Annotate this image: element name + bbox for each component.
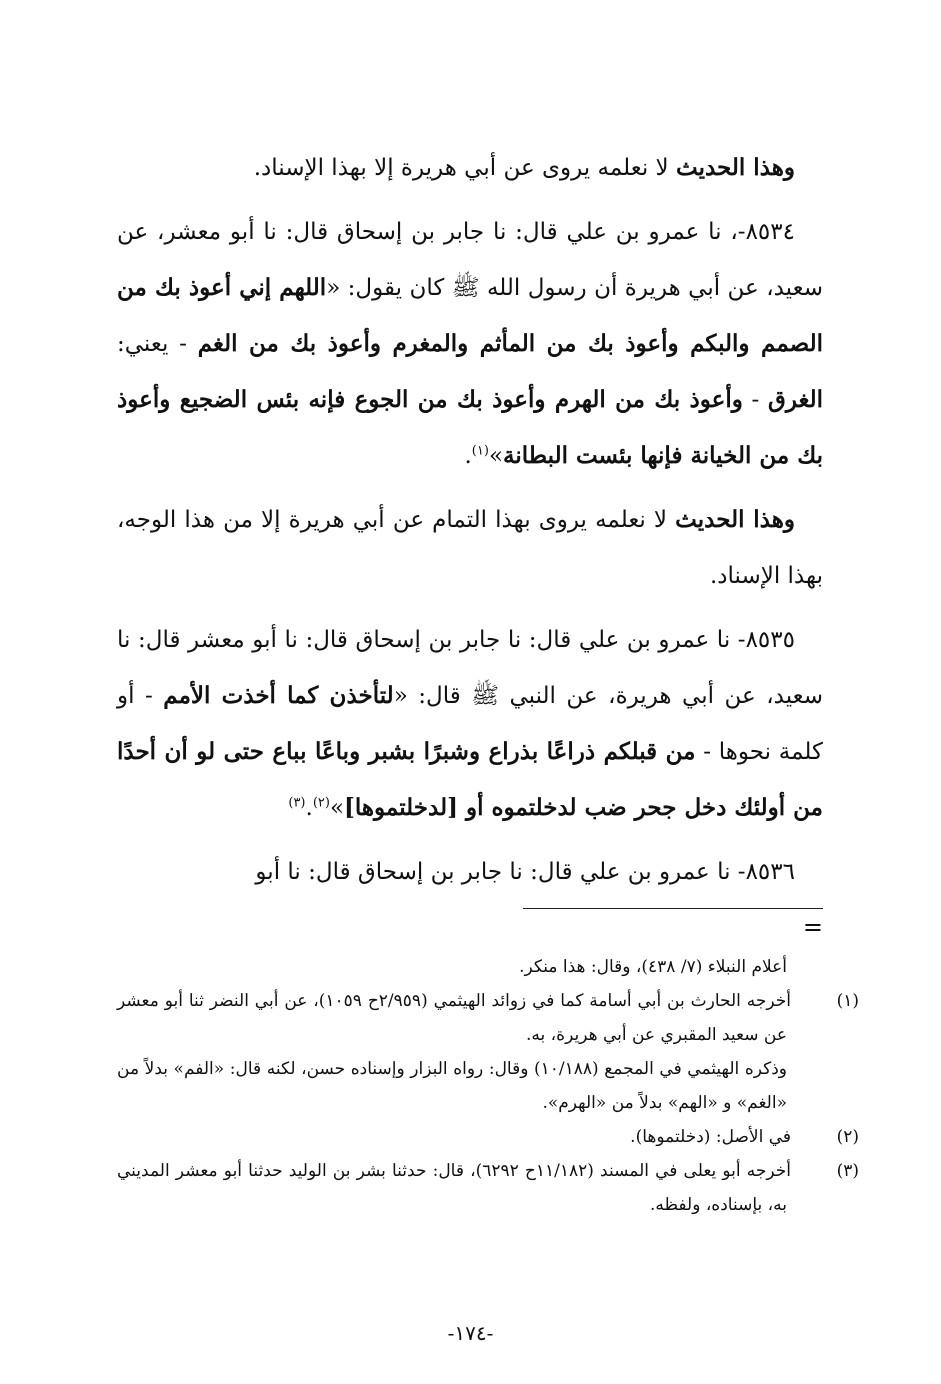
footnote-text: أخرجه الحارث بن أبي أسامة كما في زوائد الهيثمي (٢/٩٥٩ح ١٠٥٩)، عن أبي النضر ثنا أبو معشر عن سعيد المقبري عن أبي هريرة، به. (117, 991, 791, 1045)
page-number: -١٧٤- (447, 1321, 494, 1345)
hadith-matn: وأعوذ بك من الهرم وأعوذ بك من الجوع فإنه بئس الضجيع وأعوذ بك من الخيانة فإنها بئست البطانة (117, 386, 823, 469)
continuation-mark: = (802, 913, 823, 941)
footnote-ref: (٢) (312, 795, 330, 811)
hadith-matn: من قبلكم ذراعًا بذراع وشبرًا بشبر وباعًا بباع حتى لو أن أحدًا من أولئك دخل جحر ضب لدخلتموه أو [لدخلتموها] (117, 738, 823, 821)
footnote-text: في الأصل: (دخلتموها). (630, 1127, 791, 1147)
hadith-aside: - (742, 387, 768, 413)
footnote-text: أخرجه أبو يعلى في المسند (١١/١٨٢ح ٦٢٩٢)، قال: حدثنا بشر بن الوليد حدثنا أبو معشر المديني به، بإسناده، ولفظه. (117, 1161, 791, 1215)
hadith-isnad: ٨٥٣٥- نا عمرو بن علي قال: نا جابر بن إسحاق قال: نا أبو معشر قال: نا سعيد، عن أبي هريرة، عن النبي ﷺ قال: « (117, 627, 823, 709)
footnotes (117, 950, 859, 1222)
footnote-3 (117, 1154, 859, 1222)
footnote-number: (٣) (836, 1161, 859, 1181)
paragraph-text: لا نعلمه يروى عن أبي هريرة إلا بهذا الإسناد. (253, 155, 676, 181)
main-text (117, 140, 823, 908)
hadith-matn: لتأخذن كما أخذت الأمم (163, 682, 394, 709)
footnote-continuation: أعلام النبلاء (٧/ ٤٣٨)، وقال: هذا منكر. (519, 957, 787, 977)
bold-phrase: وهذا الحديث (675, 506, 795, 533)
footnote-2 (117, 1120, 859, 1154)
footnote-number: (١) (836, 991, 859, 1011)
hadith-8534 (117, 204, 823, 484)
hadith-aside: - يعني: (117, 331, 198, 357)
hadith-isnad: ٨٥٣٤-، نا عمرو بن علي قال: نا جابر بن إسحاق قال: نا أبو معشر، عن سعيد، عن أبي هريرة أن رسول الله ﷺ كان يقول: « (117, 219, 823, 301)
footnote-ref: (١) (471, 443, 489, 459)
quote-close: » (488, 443, 504, 469)
quote-close: » (329, 795, 345, 821)
period: . (464, 443, 472, 469)
hadith-isnad: ٨٥٣٦- نا عمرو بن علي قال: نا جابر بن إسحاق قال: نا أبو (255, 859, 795, 885)
bold-phrase: وهذا الحديث (675, 154, 795, 181)
footnote-1 (117, 984, 859, 1052)
footnote-separator (523, 908, 823, 909)
hadith-8536 (117, 844, 823, 900)
footnote-number: (٢) (836, 1127, 859, 1147)
footnote-ref: (٣) (288, 795, 306, 811)
hadith-aside: - أو كلمة نحوها - (117, 683, 823, 765)
paragraph-1 (117, 140, 823, 196)
paragraph-text: لا نعلمه يروى بهذا التمام عن أبي هريرة إلا من هذا الوجه، بهذا الإسناد. (117, 507, 823, 589)
period: . (305, 795, 313, 821)
hadith-8535 (117, 612, 823, 836)
hadith-matn: الغرق (767, 386, 823, 413)
paragraph-3 (117, 492, 823, 604)
hadith-matn: اللهم إني أعوذ بك من الصمم والبكم وأعوذ بك من المأثم والمغرم وأعوذ بك من الغم (117, 274, 823, 357)
footnote-1-continued: وذكره الهيثمي في المجمع (١٠/١٨٨) وقال: رواه البزار وإسناده حسن، لكنه قال: «الفم» بدلاً من «الغم» و «الهم» بدلاً من «الهرم». (117, 1059, 788, 1113)
